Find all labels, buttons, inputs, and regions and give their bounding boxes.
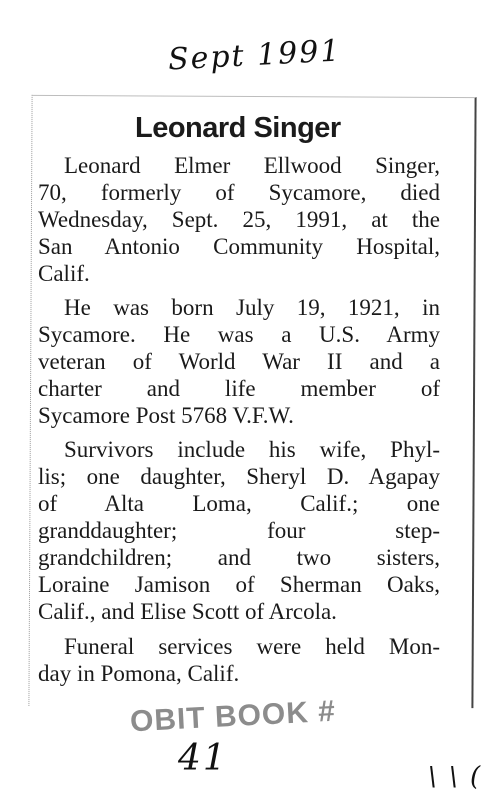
obituary-line: He was born July 19, 1921, in xyxy=(64,295,440,320)
obituary-line: lis; one daughter, Sheryl D. Agapay xyxy=(38,464,440,489)
handwritten-corner-mark: \ \ ( xyxy=(428,762,483,792)
handwritten-date: Sept 1991 xyxy=(167,33,343,78)
obituary-line: of Alta Loma, Calif.; one xyxy=(38,491,440,516)
obituary-line: Funeral services were held Mon- xyxy=(64,634,440,659)
obituary-line: San Antonio Community Hospital, xyxy=(38,234,440,259)
obituary-line: Leonard Elmer Ellwood Singer, xyxy=(64,153,440,178)
obituary-line: charter and life member of xyxy=(38,376,440,401)
obituary-line: Calif. xyxy=(38,261,90,286)
handwritten-book-number: 41 xyxy=(178,738,228,779)
obituary-line: Sycamore. He was a U.S. Army xyxy=(38,322,440,347)
obituary-headline: Leonard Singer xyxy=(135,112,341,144)
obituary-line: Calif., and Elise Scott of Arcola. xyxy=(38,599,337,624)
obituary-line: Loraine Jamison of Sherman Oaks, xyxy=(38,572,440,597)
obituary-line: Survivors include his wife, Phyl- xyxy=(64,437,440,462)
obituary-line: Wednesday, Sept. 25, 1991, at the xyxy=(38,207,440,232)
obituary-line: day in Pomona, Calif. xyxy=(38,661,240,686)
obituary-line: 70, formerly of Sycamore, died xyxy=(38,180,440,205)
obituary-line: Sycamore Post 5768 V.F.W. xyxy=(38,403,294,428)
obituary-line: granddaughter; four step- xyxy=(38,518,440,543)
obituary-line: veteran of World War II and a xyxy=(38,349,440,374)
obit-book-stamp: OBIT BOOK # xyxy=(129,694,337,739)
obituary-line: grandchildren; and two sisters, xyxy=(38,545,440,570)
